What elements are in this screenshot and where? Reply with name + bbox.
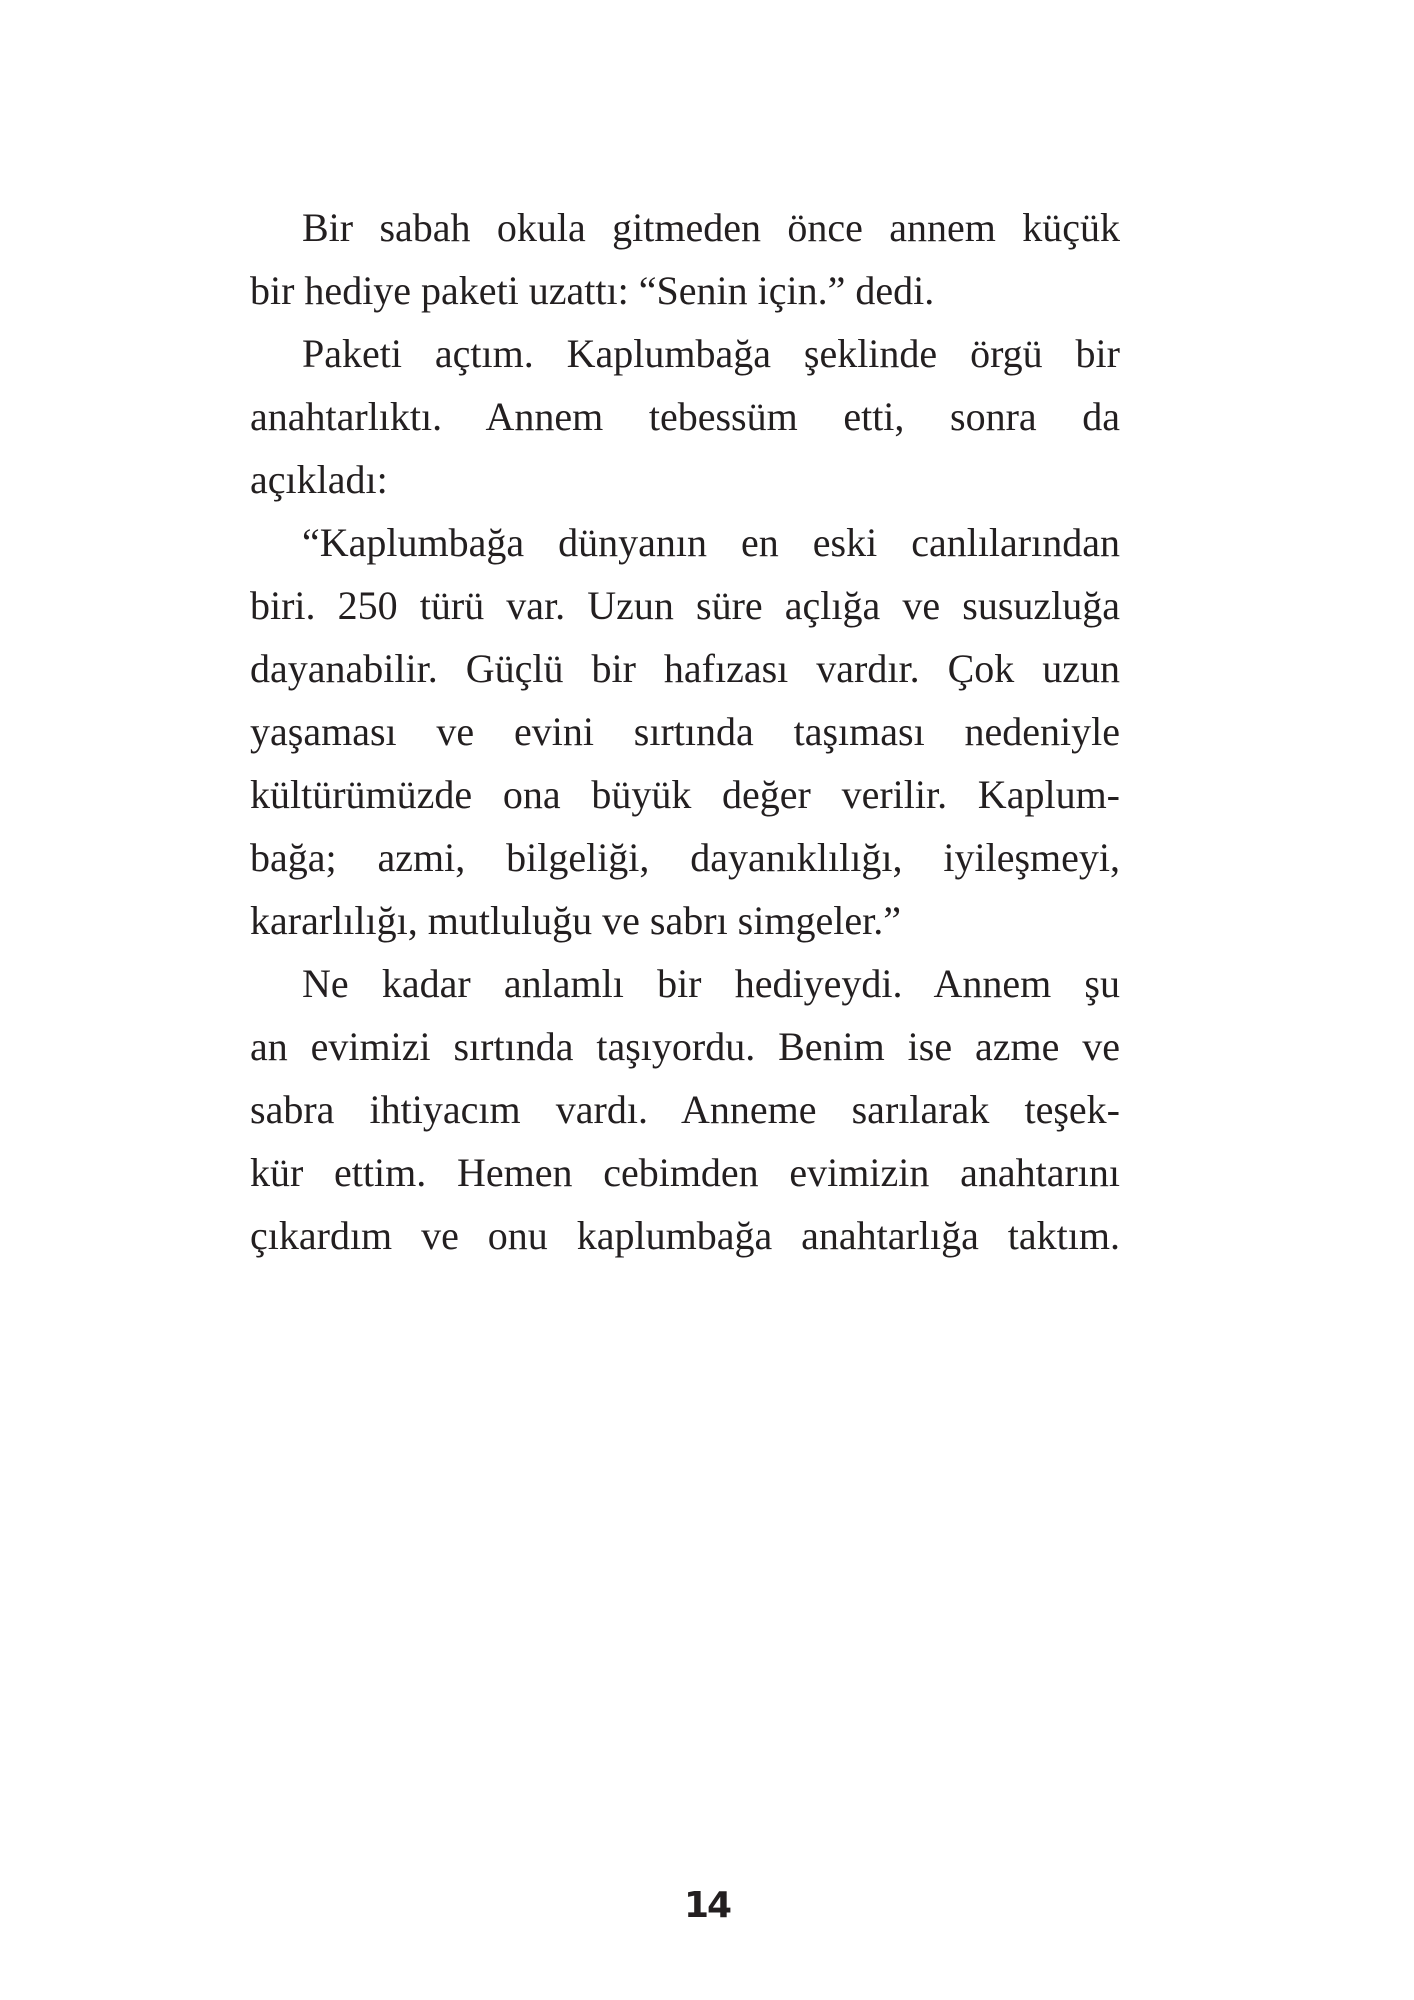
text-line: anahtarlıktı. Annem tebessüm etti, sonra da xyxy=(250,394,1120,439)
paragraph-4 xyxy=(250,952,1120,1267)
text-line: kür ettim. Hemen cebimden evimizin anahtarını xyxy=(250,1150,1120,1195)
paragraph-3 xyxy=(250,511,1120,952)
text-line: sabra ihtiyacım vardı. Anneme sarılarak teşek- xyxy=(250,1087,1120,1132)
text-line: “Kaplumbağa dünyanın en eski canlılarından xyxy=(302,520,1120,565)
text-line: biri. 250 türü var. Uzun süre açlığa ve susuzluğa xyxy=(250,583,1120,628)
text-line: an evimizi sırtında taşıyordu. Benim ise azme ve xyxy=(250,1024,1120,1069)
paragraph-2 xyxy=(250,322,1120,511)
text-line: dayanabilir. Güçlü bir hafızası vardır. Çok uzun xyxy=(250,646,1120,691)
page-number: 14 xyxy=(683,1885,731,1926)
body-text xyxy=(250,196,1120,1267)
text-line: kararlılığı, mutluluğu ve sabrı simgeler.” xyxy=(250,898,901,943)
text-line: yaşaması ve evini sırtında taşıması nedeniyle xyxy=(250,709,1120,754)
text-line: bir hediye paketi uzattı: “Senin için.” dedi. xyxy=(250,268,935,313)
text-line: kültürümüzde ona büyük değer verilir. Kaplum- xyxy=(250,772,1120,817)
text-line: bağa; azmi, bilgeliği, dayanıklılığı, iyileşmeyi, xyxy=(250,835,1120,880)
text-line: Ne kadar anlamlı bir hediyeydi. Annem şu xyxy=(302,961,1120,1006)
text-line: Paketi açtım. Kaplumbağa şeklinde örgü bir xyxy=(302,331,1120,376)
text-line: çıkardım ve onu kaplumbağa anahtarlığa taktım. xyxy=(250,1213,1120,1258)
text-line: Bir sabah okula gitmeden önce annem küçük xyxy=(302,205,1120,250)
text-line: açıkladı: xyxy=(250,457,388,502)
paragraph-1 xyxy=(250,196,1120,322)
